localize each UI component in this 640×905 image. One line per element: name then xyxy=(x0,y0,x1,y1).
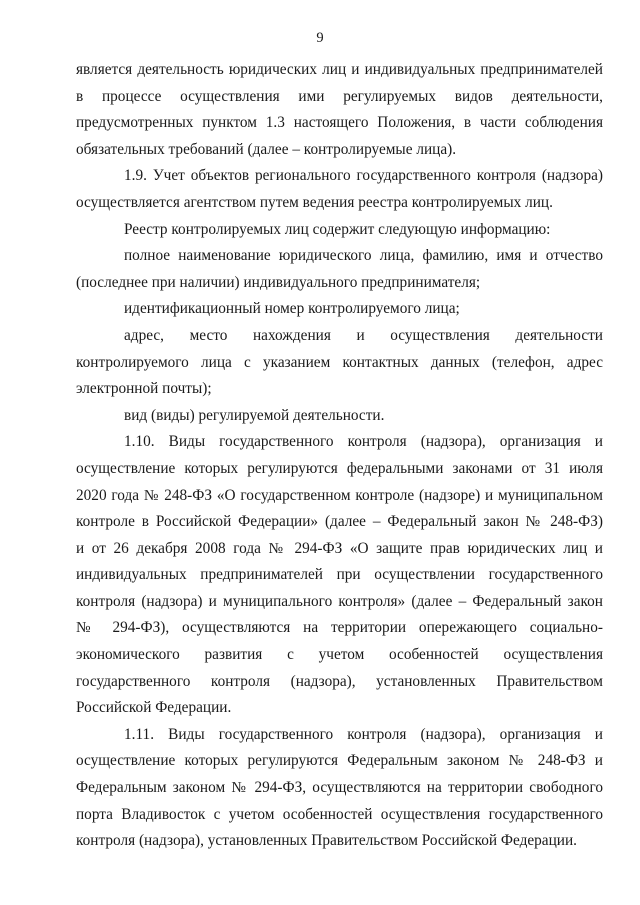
text-line: Российской Федерации. xyxy=(76,699,232,717)
text-line: контроля (надзора), установленных Правительством Российской Федерации. xyxy=(76,832,577,850)
text-line: индивидуальных предпринимателей при осуществлении государственного xyxy=(76,566,603,584)
text-line: государственного контроля (надзора), установленных Правительством xyxy=(76,672,603,690)
text-line: вид (виды) регулируемой деятельности. xyxy=(124,406,385,424)
text-line: контроле в Российской Федерации» (далее – Федеральный закон № 248-ФЗ) xyxy=(76,513,603,531)
text-line: экономического развития с учетом особенностей осуществления xyxy=(76,646,603,664)
text-line: осуществление которых регулируются Федеральным законом № 248-ФЗ и xyxy=(76,752,603,770)
text-line: Федеральным законом № 294-ФЗ, осуществляются на территории свободного xyxy=(76,779,603,797)
text-line: порта Владивосток с учетом особенностей осуществления государственного xyxy=(76,805,603,823)
text-line: контролируемого лица с указанием контактных данных (телефон, адрес xyxy=(76,353,603,371)
text-line: полное наименование юридического лица, фамилию, имя и отчество xyxy=(124,247,603,265)
text-line: является деятельность юридических лиц и индивидуальных предпринимателей xyxy=(76,61,603,78)
text-line: обязательных требований (далее – контролируемые лица). xyxy=(76,140,457,158)
document-body xyxy=(76,57,603,855)
text-line: Реестр контролируемых лиц содержит следующую информацию: xyxy=(124,220,551,238)
text-line: идентификационный номер контролируемого лица; xyxy=(124,300,460,318)
text-line: и от 26 декабря 2008 года № 294-ФЗ «О защите прав юридических лиц и xyxy=(76,539,603,557)
text-line: 2020 года № 248-ФЗ «О государственном контроле (надзоре) и муниципальном xyxy=(76,486,603,504)
text-line: в процессе осуществления ими регулируемых видов деятельности, xyxy=(76,87,603,105)
text-line: осуществляется агентством путем ведения реестра контролируемых лиц. xyxy=(76,193,553,211)
text-line: предусмотренных пунктом 1.3 настоящего Положения, в части соблюдения xyxy=(76,114,603,132)
text-line: 1.10. Виды государственного контроля (надзора), организация и xyxy=(124,433,603,451)
text-line: 1.11. Виды государственного контроля (надзора), организация и xyxy=(124,725,603,743)
text-line: 1.9. Учет объектов регионального государственного контроля (надзора) xyxy=(124,167,603,185)
text-line: № 294-ФЗ), осуществляются на территории опережающего социально- xyxy=(76,619,603,637)
text-line: адрес, место нахождения и осуществления деятельности xyxy=(124,326,603,344)
text-line: электронной почты); xyxy=(76,380,212,398)
text-line: (последнее при наличии) индивидуального предпринимателя; xyxy=(76,273,481,291)
text-line: осуществление которых регулируются федеральными законами от 31 июля xyxy=(76,459,603,477)
text-line: контроля (надзора) и муниципального контроля» (далее – Федеральный закон xyxy=(76,592,603,610)
page-number: 9 xyxy=(316,30,324,46)
